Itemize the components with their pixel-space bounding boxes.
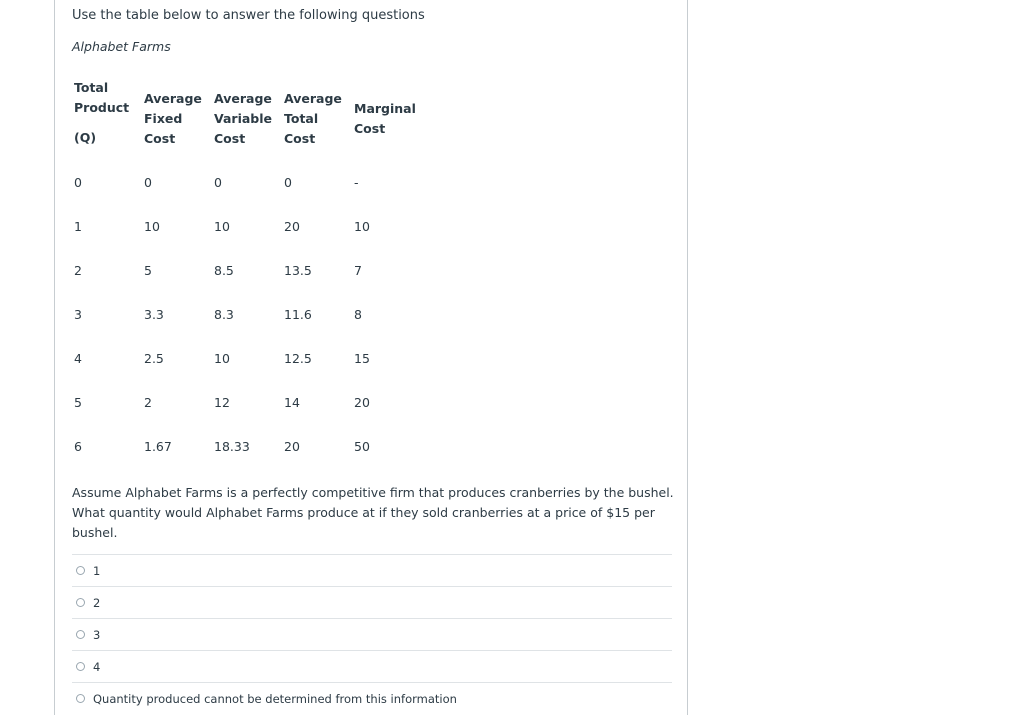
table-row [70,160,420,204]
table-row [70,248,420,292]
cell-avc: 10 [214,218,230,234]
cell-mc: 7 [354,262,362,278]
answer-label: 2 [93,595,101,610]
answer-label: 1 [93,563,101,578]
cell-atc: 20 [284,218,300,234]
cell-avc: 10 [214,350,230,366]
header-average-fixed-cost: Average Fixed Cost [144,91,202,146]
cell-avc: 0 [214,174,222,190]
cell-mc: 8 [354,306,362,322]
cell-atc: 14 [284,394,300,410]
cell-mc: 50 [354,438,370,454]
cell-q: 5 [74,394,82,410]
header-marginal-cost: Marginal Cost [354,101,416,136]
table-row [70,204,420,248]
cell-atc: 13.5 [284,262,312,278]
cell-afc: 0 [144,174,152,190]
cell-atc: 0 [284,174,292,190]
answer-label: Quantity produced cannot be determined from this information [93,691,457,706]
cell-q: 1 [74,218,82,234]
cell-mc: - [354,174,359,190]
answer-label: 3 [93,627,101,642]
cell-mc: 10 [354,218,370,234]
cell-afc: 3.3 [144,306,164,322]
question-line-2: What quantity would Alphabet Farms produce at if they sold cranberries at a price of $15 per bushel. [72,505,655,540]
table-row [70,336,420,380]
cell-atc: 12.5 [284,350,312,366]
radio-button-icon[interactable] [76,662,85,671]
radio-button-icon[interactable] [76,598,85,607]
table-row [70,292,420,336]
cell-q: 2 [74,262,82,278]
header-average-variable-cost: Average Variable Cost [214,91,273,146]
radio-button-icon[interactable] [76,566,85,575]
answer-option[interactable] [72,586,672,618]
radio-button-icon[interactable] [76,694,85,703]
cell-avc: 8.3 [214,306,234,322]
answer-option[interactable] [72,554,672,586]
cell-q: 0 [74,174,82,190]
answer-option[interactable] [72,682,672,714]
answer-option[interactable] [72,618,672,650]
table-header-row [70,78,420,160]
cell-atc: 20 [284,438,300,454]
table-row [70,424,420,468]
cell-mc: 20 [354,394,370,410]
cost-table [70,78,420,468]
cell-afc: 10 [144,218,160,234]
cell-q: 6 [74,438,82,454]
cell-mc: 15 [354,350,370,366]
cell-afc: 5 [144,262,152,278]
table-row [70,380,420,424]
cell-afc: 2.5 [144,350,164,366]
cell-q: 4 [74,350,82,366]
cell-avc: 18.33 [214,438,250,454]
answer-list [72,554,672,714]
cell-q: 3 [74,306,82,322]
cell-afc: 1.67 [144,438,172,454]
cell-atc: 11.6 [284,306,312,322]
answer-option[interactable] [72,650,672,682]
header-total-product: Total Product (Q) [74,80,130,145]
instructions-text: Use the table below to answer the following questions [72,8,425,23]
question-line-1: Assume Alphabet Farms is a perfectly competitive firm that produces cranberries by the bushel. [72,485,674,500]
question-text [72,483,682,543]
cell-afc: 2 [144,394,152,410]
radio-button-icon[interactable] [76,630,85,639]
farm-name: Alphabet Farms [72,39,171,54]
cell-avc: 12 [214,394,230,410]
header-average-total-cost: Average Total Cost [284,91,342,146]
cell-avc: 8.5 [214,262,234,278]
answer-label: 4 [93,659,101,674]
